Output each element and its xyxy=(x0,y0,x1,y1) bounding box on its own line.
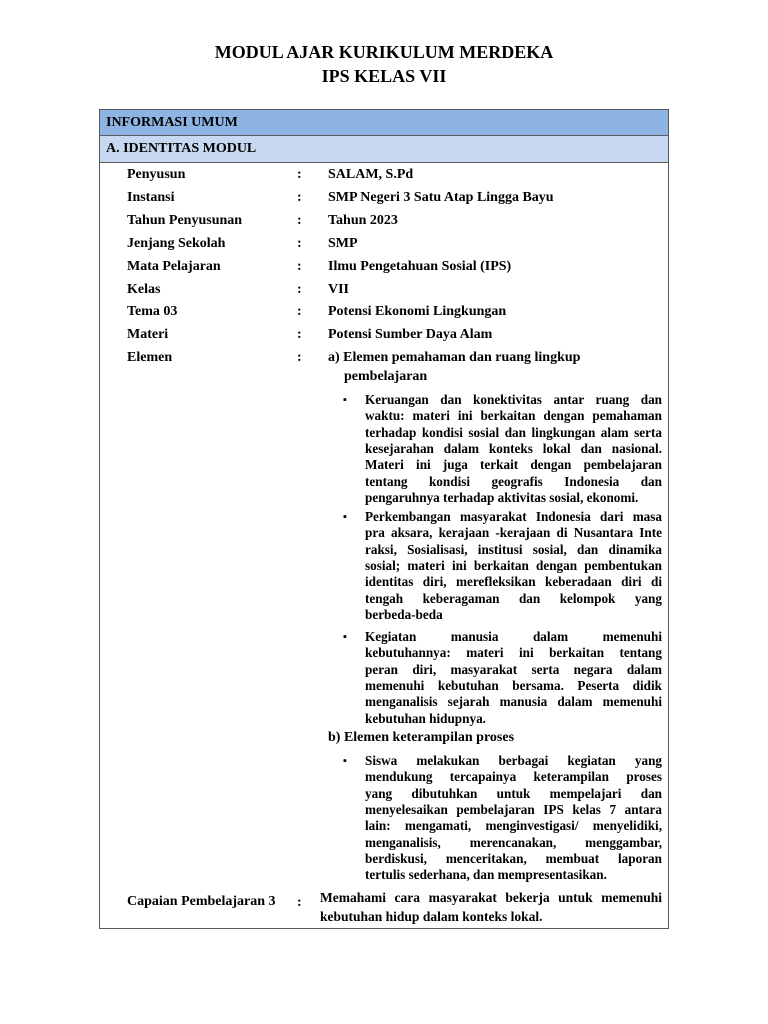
field-value-jenjang: SMP xyxy=(328,236,358,251)
module-info-table xyxy=(99,109,669,929)
field-colon: : xyxy=(297,236,302,251)
bullet-icon: ▪ xyxy=(343,394,347,406)
bullet-icon: ▪ xyxy=(343,631,347,643)
elemen-b-heading: b) Elemen keterampilan proses xyxy=(328,730,515,745)
bullet-icon: ▪ xyxy=(343,755,347,767)
field-colon: : xyxy=(297,895,302,910)
field-colon: : xyxy=(297,350,302,365)
field-colon: : xyxy=(297,327,302,342)
bullet-icon: ▪ xyxy=(343,511,347,523)
field-label-capaian: Capaian Pembelajaran 3 xyxy=(127,894,276,909)
bullet-text-keterampilan: Siswa melakukan berbagai kegiatan yang mendukung tercapainya keterampilan proses yang dibutuhkan untuk mempelajari dan menyelesaikan pembelajaran IPS kelas 7 antara lain: mengamati, menginvestigasi/ menyelidiki, menganalisis, merencanakan, menggambar, berdiskusi, menceritakan, membuat laporan tertulis sederhana, dan mempresentasikan. xyxy=(365,753,662,883)
field-label-elemen: Elemen xyxy=(127,350,173,365)
field-colon: : xyxy=(297,282,302,297)
field-colon: : xyxy=(297,167,302,182)
field-value-materi: Potensi Sumber Daya Alam xyxy=(328,327,493,342)
elemen-a-heading: a) Elemen pemahaman dan ruang lingkup xyxy=(328,350,581,365)
field-label-tema: Tema 03 xyxy=(127,304,178,319)
field-value-kelas: VII xyxy=(328,282,350,297)
field-value-tahun: Tahun 2023 xyxy=(328,213,398,228)
field-label-tahun: Tahun Penyusunan xyxy=(127,213,243,228)
field-label-penyusun: Penyusun xyxy=(127,167,186,182)
field-value-instansi: SMP Negeri 3 Satu Atap Lingga Bayu xyxy=(328,190,554,205)
field-colon: : xyxy=(297,259,302,274)
bullet-text-kegiatan: Kegiatan manusia dalam memenuhi kebutuhannya: materi ini berkaitan tentang peran diri, masyarakat serta negara dalam memenuhi kebutuhan bersama. Peserta didik menganalisis sejarah manusia dalam memenuhi kebutuhan hidupnya. xyxy=(365,629,662,726)
document-subtitle: IPS KELAS VII xyxy=(321,66,447,86)
bullet-text-perkembangan: Perkembangan masyarakat Indonesia dari masa pra aksara, kerajaan -kerajaan di Nusantara Inte raksi, Sosialisasi, institusi sosial, dan dinamika sosial; materi ini berkaitan dengan pembentukan identitas diri, merefleksikan keberadaan diri di tengah keberagaman dan kelompok yang berbeda-beda xyxy=(365,509,662,623)
field-colon: : xyxy=(297,213,302,228)
field-value-capaian: Memahami cara masyarakat bekerja untuk memenuhi kebutuhan hidup dalam konteks lokal. xyxy=(320,890,662,924)
bullet-text-keruangan: Keruangan dan konektivitas antar ruang dan waktu: materi ini berkaitan dengan pemahaman terhadap kondisi sosial dan lingkungan alam serta kesejarahan dalam konteks lokal dan nasional. Materi ini juga terkait dengan pembelajaran tentang kondisi geografis Indonesia dan pengaruhnya terhadap aktivitas sosial, ekonomi. xyxy=(365,392,662,506)
field-label-instansi: Instansi xyxy=(127,190,175,205)
field-colon: : xyxy=(297,304,302,319)
elemen-a-heading-cont: pembelajaran xyxy=(344,369,428,384)
field-value-tema: Potensi Ekonomi Lingkungan xyxy=(328,304,507,319)
field-value-mapel: Ilmu Pengetahuan Sosial (IPS) xyxy=(328,259,512,274)
field-label-mapel: Mata Pelajaran xyxy=(127,259,221,274)
section-header: INFORMASI UMUM xyxy=(100,110,668,136)
subsection-header: A. IDENTITAS MODUL xyxy=(100,136,668,163)
field-label-jenjang: Jenjang Sekolah xyxy=(127,236,226,251)
field-colon: : xyxy=(297,190,302,205)
document-title: MODUL AJAR KURIKULUM MERDEKA xyxy=(214,42,554,62)
field-label-materi: Materi xyxy=(127,327,169,342)
field-value-penyusun: SALAM, S.Pd xyxy=(328,167,414,182)
field-label-kelas: Kelas xyxy=(127,282,161,297)
